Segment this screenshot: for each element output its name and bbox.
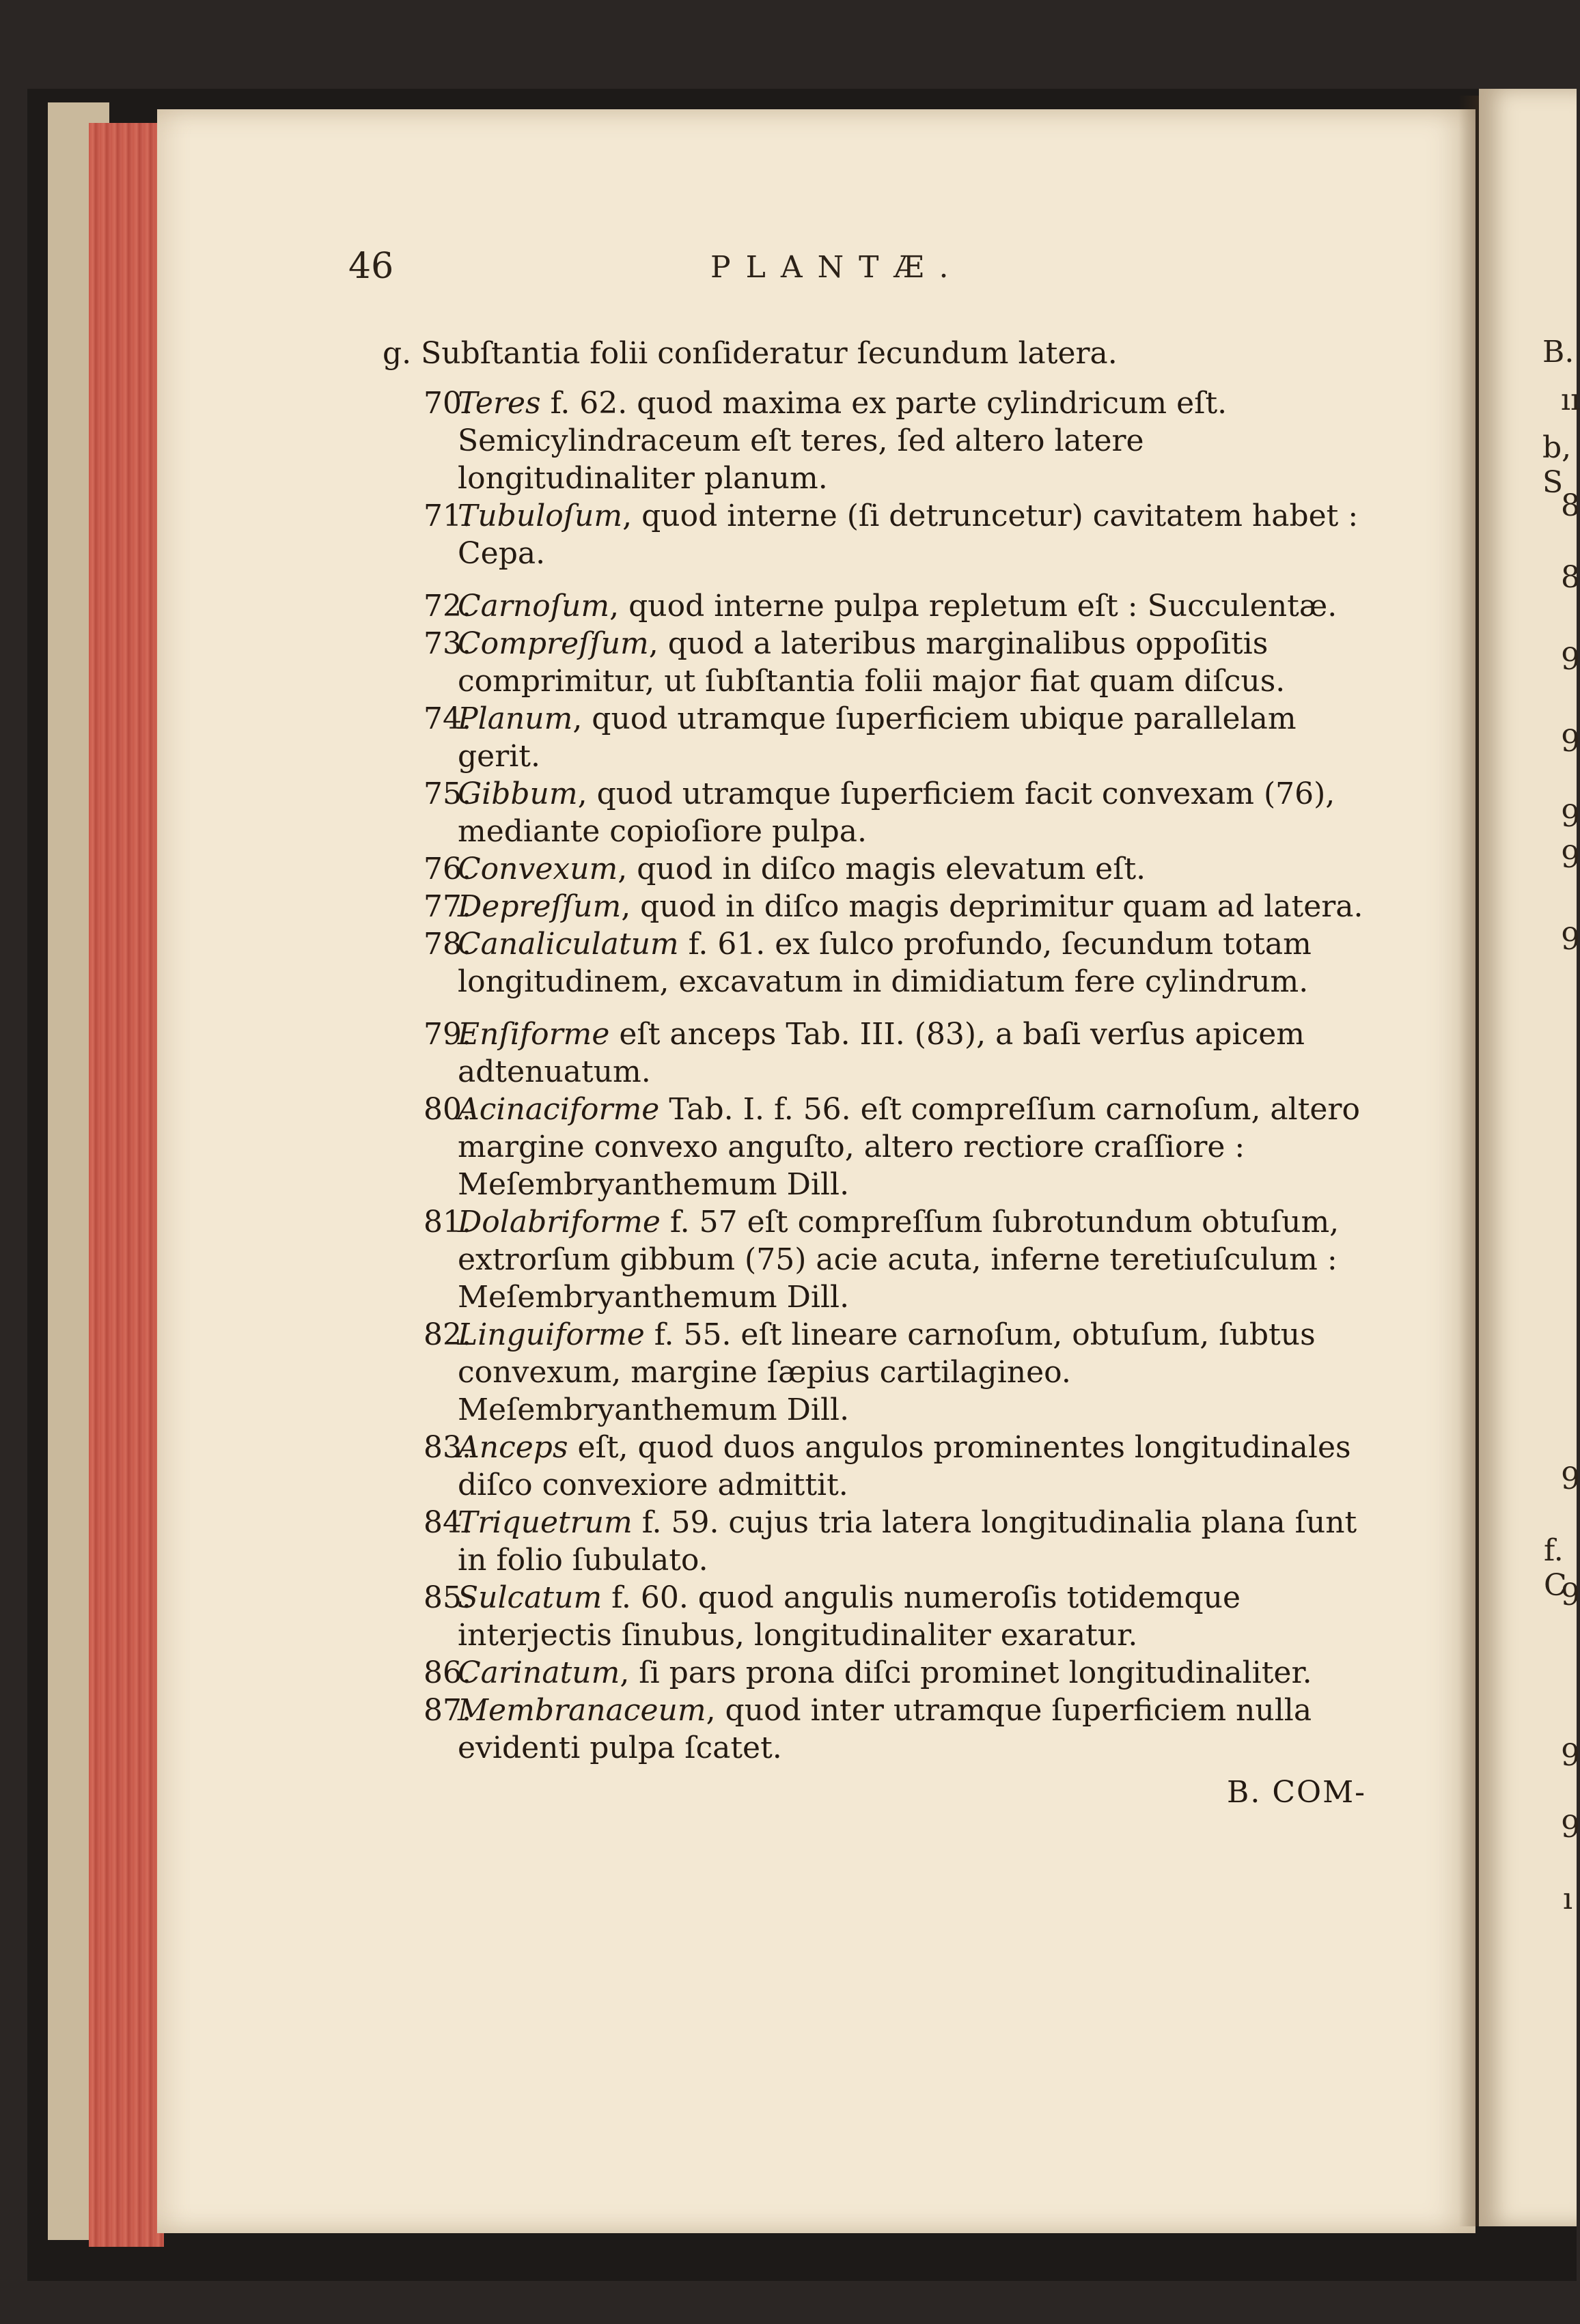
entry-84 xyxy=(383,1504,1366,1579)
entry-number: 87. xyxy=(424,1693,471,1728)
section-heading: g. Subſtantia folii conſideratur ſecundum latera. xyxy=(383,336,1118,371)
entry-text: eſt, quod duos angulos prominentes longitudinales diſco convexiore admittit. xyxy=(458,1430,1351,1502)
entry-number: 84. xyxy=(424,1505,471,1540)
entry-text: eſt anceps Tab. III. (83), a baſi verſus apicem adtenuatum. xyxy=(458,1017,1305,1089)
entry-number: 79. xyxy=(424,1017,471,1052)
catchword: B. COM- xyxy=(1227,1775,1366,1810)
entry-term: Membranaceum xyxy=(458,1693,706,1728)
facing-fragment: 9 xyxy=(1561,642,1580,677)
entry-79 xyxy=(383,1016,1366,1091)
entry-number: 81. xyxy=(424,1205,471,1240)
facing-fragment: 9 xyxy=(1561,724,1580,759)
page-number: 46 xyxy=(348,246,394,287)
entry-83 xyxy=(383,1429,1366,1504)
entry-number: 78. xyxy=(424,927,471,962)
entry-72 xyxy=(383,587,1366,625)
facing-fragment: ıı xyxy=(1561,382,1580,417)
entry-term: Enſiforme xyxy=(458,1017,610,1052)
entry-number: 83. xyxy=(424,1430,471,1465)
entry-75 xyxy=(383,775,1366,850)
entry-85 xyxy=(383,1579,1366,1654)
entry-77 xyxy=(383,888,1366,925)
entry-text: f. 59. cujus tria latera longitudinalia plana ſunt in folio ſubulato. xyxy=(458,1505,1357,1578)
entry-73 xyxy=(383,625,1366,700)
entry-text: f. 62. quod maxima ex parte cylindricum eſt. Semicylindraceum eſt teres, ſed altero latere longitudinaliter planum. xyxy=(458,386,1228,496)
entry-number: 70. xyxy=(424,386,471,421)
facing-fragment: 9 xyxy=(1561,1738,1580,1773)
facing-fragment: 9 xyxy=(1561,1810,1580,1845)
entry-term: Planum xyxy=(458,701,573,736)
facing-fragment: 9 xyxy=(1561,1461,1580,1496)
entry-text: , quod a lateribus marginalibus oppoſitis comprimitur, ut ſubſtantia folii major fiat quam diſcus. xyxy=(458,626,1286,699)
entry-text: f. 61. ex ſulco profundo, ſecundum totam longitudinem, excavatum in dimidiatum fere cylindrum. xyxy=(458,927,1312,999)
entry-80 xyxy=(383,1091,1366,1203)
entry-term: Canaliculatum xyxy=(458,927,679,962)
entry-71 xyxy=(383,497,1366,572)
entry-87 xyxy=(383,1692,1366,1767)
facing-fragment: ı xyxy=(1563,1881,1573,1916)
entry-number: 73. xyxy=(424,626,471,661)
entry-term: Depreſſum xyxy=(458,889,622,924)
entry-text: f. 55. eſt lineare carnoſum, obtuſum, ſubtus convexum, margine ſæpius cartilagineo. Meſembryanthemum Dill. xyxy=(458,1317,1316,1427)
entry-term: Convexum xyxy=(458,852,618,886)
entry-82 xyxy=(383,1316,1366,1429)
entry-number: 86. xyxy=(424,1655,471,1690)
entry-term: Tubuloſum xyxy=(458,499,623,533)
entry-term: Triquetrum xyxy=(458,1505,633,1540)
entry-number: 74. xyxy=(424,701,471,736)
entry-text: , quod inter utramque ſuperficiem nulla evidenti pulpa ſcatet. xyxy=(458,1693,1312,1765)
facing-fragment: f. C xyxy=(1544,1533,1567,1603)
entry-term: Sulcatum xyxy=(458,1580,602,1615)
running-title: PLANTÆ. xyxy=(710,250,964,285)
entry-term: Compreſſum xyxy=(458,626,649,661)
entry-term: Acinaciforme xyxy=(458,1092,660,1127)
entry-81 xyxy=(383,1203,1366,1316)
entry-76 xyxy=(383,850,1366,888)
facing-fragment: B. xyxy=(1542,335,1575,369)
entry-number: 85. xyxy=(424,1580,471,1615)
entry-number: 75. xyxy=(424,776,471,811)
entry-term: Dolabriforme xyxy=(458,1205,661,1240)
facing-fragment: b, S xyxy=(1542,430,1572,500)
entry-text: f. 57 eſt compreſſum ſubrotundum obtuſum, extrorſum gibbum (75) acie acuta, inferne teretiuſculum : Meſembryanthemum Dill. xyxy=(458,1205,1340,1315)
entry-number: 71. xyxy=(424,499,471,533)
facing-fragment: 9 xyxy=(1561,840,1580,875)
entry-term: Linguiforme xyxy=(458,1317,645,1352)
entry-number: 76. xyxy=(424,852,471,886)
page-body xyxy=(383,335,1366,1811)
facing-fragment: 8 xyxy=(1561,560,1580,595)
entry-number: 82. xyxy=(424,1317,471,1352)
entry-term: Anceps xyxy=(458,1430,568,1465)
entry-term: Teres xyxy=(458,386,541,421)
entry-text: f. 60. quod angulis numeroſis totidemque interjectis ſinubus, longitudinaliter exaratur. xyxy=(458,1580,1241,1653)
entry-number: 80. xyxy=(424,1092,471,1127)
red-page-edges xyxy=(89,123,164,2247)
entry-86 xyxy=(383,1654,1366,1692)
entry-term: Carnoſum xyxy=(458,589,610,624)
entry-text: , quod in diſco magis deprimitur quam ad latera. xyxy=(621,889,1363,924)
entry-text: , quod interne (ſi detruncetur) cavitatem habet : Cepa. xyxy=(458,499,1359,571)
entry-text: , quod utramque ſuperficiem ubique parallelam gerit. xyxy=(458,701,1297,774)
page-header xyxy=(348,246,1373,287)
entry-text: , ſi pars prona diſci prominet longitudinaliter. xyxy=(620,1655,1312,1690)
entry-text: Tab. I. f. 56. eſt compreſſum carnoſum, altero margine convexo anguſto, altero rectiore craſſiore : Meſembryanthemum Dill. xyxy=(458,1092,1360,1202)
entry-text: , quod interne pulpa repletum eſt : Succulentæ. xyxy=(609,589,1338,624)
entry-term: Carinatum xyxy=(458,1655,620,1690)
facing-fragment: 9 xyxy=(1561,922,1580,957)
facing-fragment: 9 xyxy=(1561,799,1580,834)
entry-74 xyxy=(383,700,1366,775)
facing-fragment: 9 xyxy=(1561,1578,1580,1612)
entry-number: 77. xyxy=(424,889,471,924)
entry-text: , quod in diſco magis elevatum eſt. xyxy=(618,852,1146,886)
entry-number: 72. xyxy=(424,589,471,624)
entry-text: , quod utramque ſuperficiem facit convexam (76), mediante copioſiore pulpa. xyxy=(458,776,1335,849)
entry-78 xyxy=(383,925,1366,1000)
entry-70 xyxy=(383,384,1366,497)
facing-fragment: 8 xyxy=(1561,488,1580,523)
entry-term: Gibbum xyxy=(458,776,578,811)
